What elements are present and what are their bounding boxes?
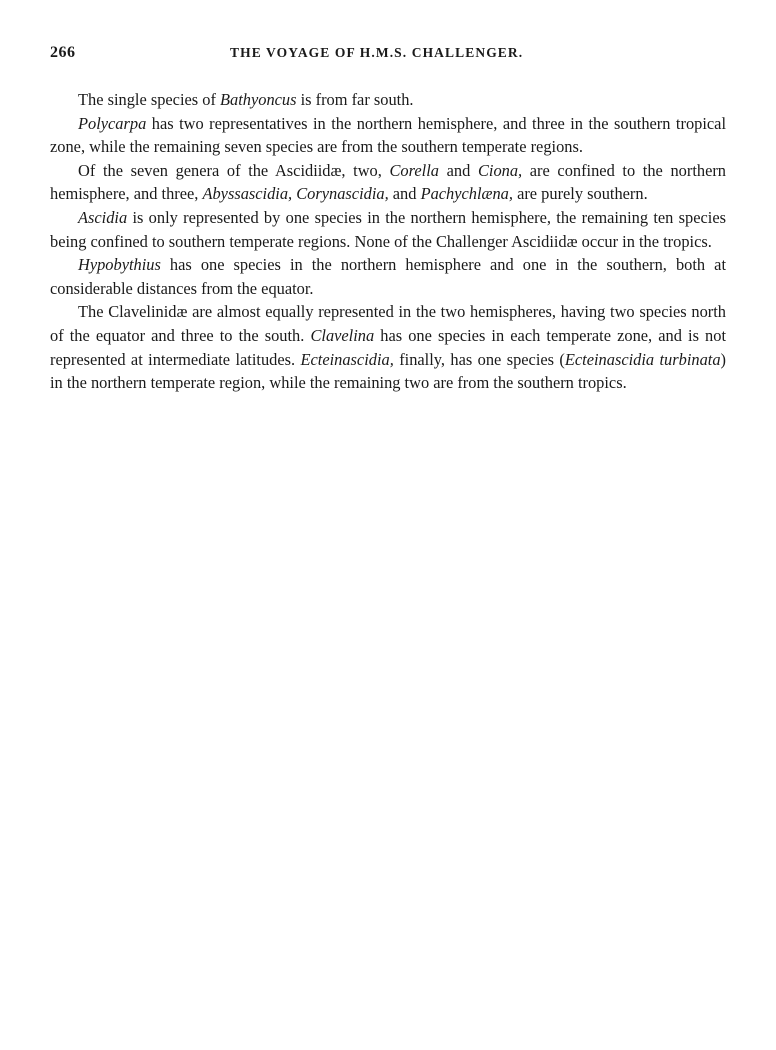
book-page bbox=[50, 0, 726, 395]
text-segment: Of the seven genera of the Ascidiidæ, two, bbox=[78, 160, 390, 180]
genus-name: Hypobythius bbox=[78, 255, 161, 275]
paragraph-polycarpa bbox=[50, 112, 726, 159]
paragraph-clavelinidae bbox=[50, 300, 726, 394]
text-segment: has one species in each temperate zone, and is not represented at intermediate latitudes. bbox=[50, 325, 726, 369]
genus-name: Ascidia bbox=[78, 207, 128, 227]
text-segment: is from far south. bbox=[296, 90, 414, 109]
text-segment: has one species in the northern hemisphere and one in the southern, both at considerable distances from the equator. bbox=[50, 255, 726, 298]
text-segment: The single species of bbox=[78, 90, 221, 109]
paragraph-bathyoncus bbox=[50, 88, 726, 112]
text-segment: has two representatives in the northern hemisphere, and three in the southern tropical zone, while the remaining seven species are from the southern temperate regions. bbox=[50, 113, 726, 157]
genus-name: Pachychlæna, bbox=[420, 184, 513, 204]
text-segment: and bbox=[388, 184, 421, 204]
paragraph-hypobythius bbox=[50, 253, 726, 300]
genus-name: Abyssascidia, Corynascidia, bbox=[202, 184, 389, 204]
text-segment: and bbox=[438, 160, 478, 180]
genus-name: Clavelina bbox=[310, 325, 375, 345]
paragraph-ascidia bbox=[50, 206, 726, 253]
genus-name: Polycarpa bbox=[78, 113, 147, 133]
running-title: THE VOYAGE OF H.M.S. CHALLENGER. bbox=[230, 45, 524, 60]
text-segment: ) in the northern temperate region, while the remaining two are from the southern tropics. bbox=[50, 349, 726, 393]
running-head bbox=[50, 44, 726, 68]
page-number: 266 bbox=[50, 44, 76, 61]
paragraph-ascidiidae bbox=[50, 159, 726, 206]
text-segment: finally, has one species ( bbox=[393, 349, 565, 369]
text-segment: are purely southern. bbox=[512, 184, 648, 204]
text-segment: are confined to the northern hemisphere, and three, bbox=[50, 160, 726, 204]
genus-name: Ecteinascidia, bbox=[300, 349, 394, 369]
genus-name: Ciona, bbox=[477, 160, 523, 180]
text-segment: is only represented by one species in the northern hemisphere, the remaining ten species being confined to southern temperate regions. None of the Challenger Ascidiidæ occur in the tropics. bbox=[50, 207, 726, 251]
genus-name: Bathyoncus bbox=[220, 90, 297, 109]
species-name: Ecteinascidia turbinata bbox=[564, 349, 721, 369]
genus-name: Corella bbox=[389, 160, 439, 180]
text-segment: The Clavelinidæ are almost equally represented in the two hemispheres, having two species north of the equator and three to the south. bbox=[50, 302, 726, 345]
body-text bbox=[50, 88, 726, 395]
